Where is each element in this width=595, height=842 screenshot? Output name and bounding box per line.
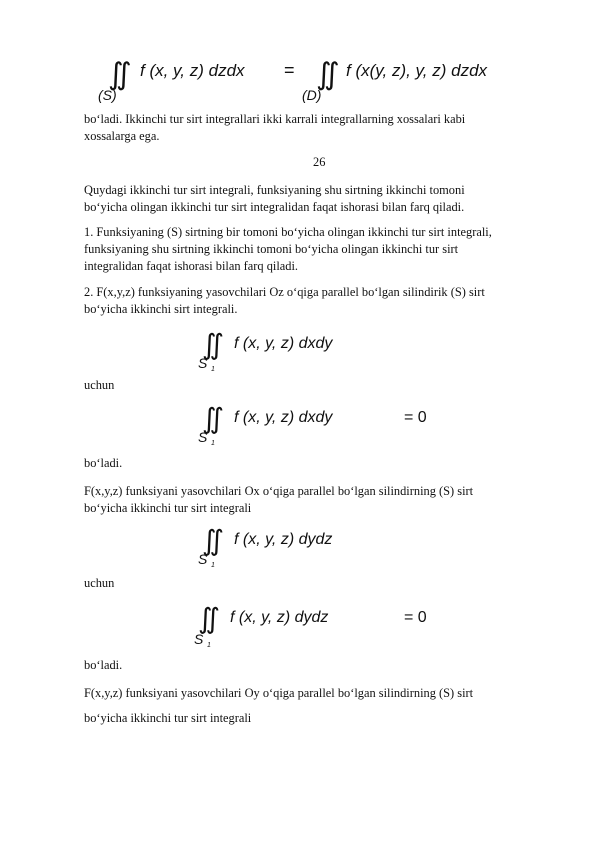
equals-zero: = 0 xyxy=(404,409,427,426)
paragraph-line: F(x,y,z) funksiyani yasovchilari Ox o‘qiga parallel bo‘lgan silindirning (S) sirt xyxy=(84,484,474,498)
paragraph-line: bo‘yicha ikkinchi tur sirt integrali xyxy=(84,501,252,515)
domain-right: (D) xyxy=(302,87,322,103)
paragraph-line: funksiyaning shu sirtning ikkinchi tomoni bo‘yicha olingan ikkinchi tur sirt xyxy=(84,242,459,256)
paragraph-line: bo‘yicha ikkinchi tur sirt integrali xyxy=(84,711,252,725)
formula-2 xyxy=(196,402,496,446)
formula-4 xyxy=(192,602,492,648)
paragraph-line: integralidan faqat ishorasi bilan farq qiladi. xyxy=(84,259,299,273)
paragraph-line: F(x,y,z) funksiyani yasovchilari Oy o‘qiga parallel bo‘lgan silindirning (S) sirt xyxy=(84,686,474,700)
equals-zero: = 0 xyxy=(404,609,427,626)
double-integral-sign: ∬ xyxy=(202,403,225,434)
equals-sign: = xyxy=(284,60,295,80)
domain-left: (S) xyxy=(98,87,117,103)
double-integral-sign: ∬ xyxy=(202,525,225,556)
integrand: f (x, y, z) dydz xyxy=(234,531,333,548)
integrand: f (x, y, z) dydz xyxy=(230,609,329,626)
double-integral-sign: ∬ xyxy=(202,329,225,360)
integrand: f (x, y, z) dxdy xyxy=(234,409,333,426)
integrand-left: f (x, y, z) dzdx xyxy=(140,61,245,80)
integrand-right: f (x(y, z), y, z) dzdx xyxy=(346,61,488,80)
paragraph-line: bo‘yicha olingan ikkinchi tur sirt integralidan faqat ishorasi bilan farq qiladi. xyxy=(84,200,465,214)
formula-2-svg xyxy=(196,402,496,446)
domain-s: S xyxy=(194,631,204,647)
paragraph-line: uchun xyxy=(84,576,115,590)
formula-top-svg xyxy=(94,54,554,104)
paragraph-line: bo‘ladi. Ikkinchi tur sirt integrallari ikki karrali integrallarning xossalari kabi xyxy=(84,112,466,126)
formula-3 xyxy=(196,524,456,568)
domain-subscript: 1 xyxy=(211,562,215,569)
formula-3-svg xyxy=(196,524,456,568)
domain-subscript: 1 xyxy=(207,642,211,649)
domain-subscript: 1 xyxy=(211,440,215,447)
paragraph-line: bo‘yicha ikkinchi sirt integrali. xyxy=(84,302,238,316)
formula-4-svg xyxy=(192,602,492,648)
paragraph-line: bo‘ladi. xyxy=(84,658,123,672)
formula-1 xyxy=(196,328,456,372)
formula-1-svg xyxy=(196,328,456,372)
page-number: 26 xyxy=(313,155,326,169)
double-integral-sign: ∬ xyxy=(108,58,132,91)
paragraph-line: uchun xyxy=(84,378,115,392)
formula-top xyxy=(94,54,554,104)
paragraph-line: bo‘ladi. xyxy=(84,456,123,470)
paragraph-line: 2. F(x,y,z) funksiyaning yasovchilari Oz o‘qiga parallel bo‘lgan silindirik (S) sirt xyxy=(84,285,485,299)
domain-s: S xyxy=(198,429,208,445)
paragraph-line: Quydagi ikkinchi tur sirt integrali, funksiyaning shu sirtning ikkinchi tomoni xyxy=(84,183,465,197)
domain-s: S xyxy=(198,551,208,567)
integrand: f (x, y, z) dxdy xyxy=(234,335,333,352)
domain-subscript: 1 xyxy=(211,366,215,373)
double-integral-sign: ∬ xyxy=(198,603,221,634)
paragraph-line: 1. Funksiyaning (S) sirtning bir tomoni bo‘yicha olingan ikkinchi tur sirt integrali, xyxy=(84,225,492,239)
double-integral-sign: ∬ xyxy=(316,58,340,91)
domain-s: S xyxy=(198,355,208,371)
paragraph-line: xossalarga ega. xyxy=(84,129,160,143)
